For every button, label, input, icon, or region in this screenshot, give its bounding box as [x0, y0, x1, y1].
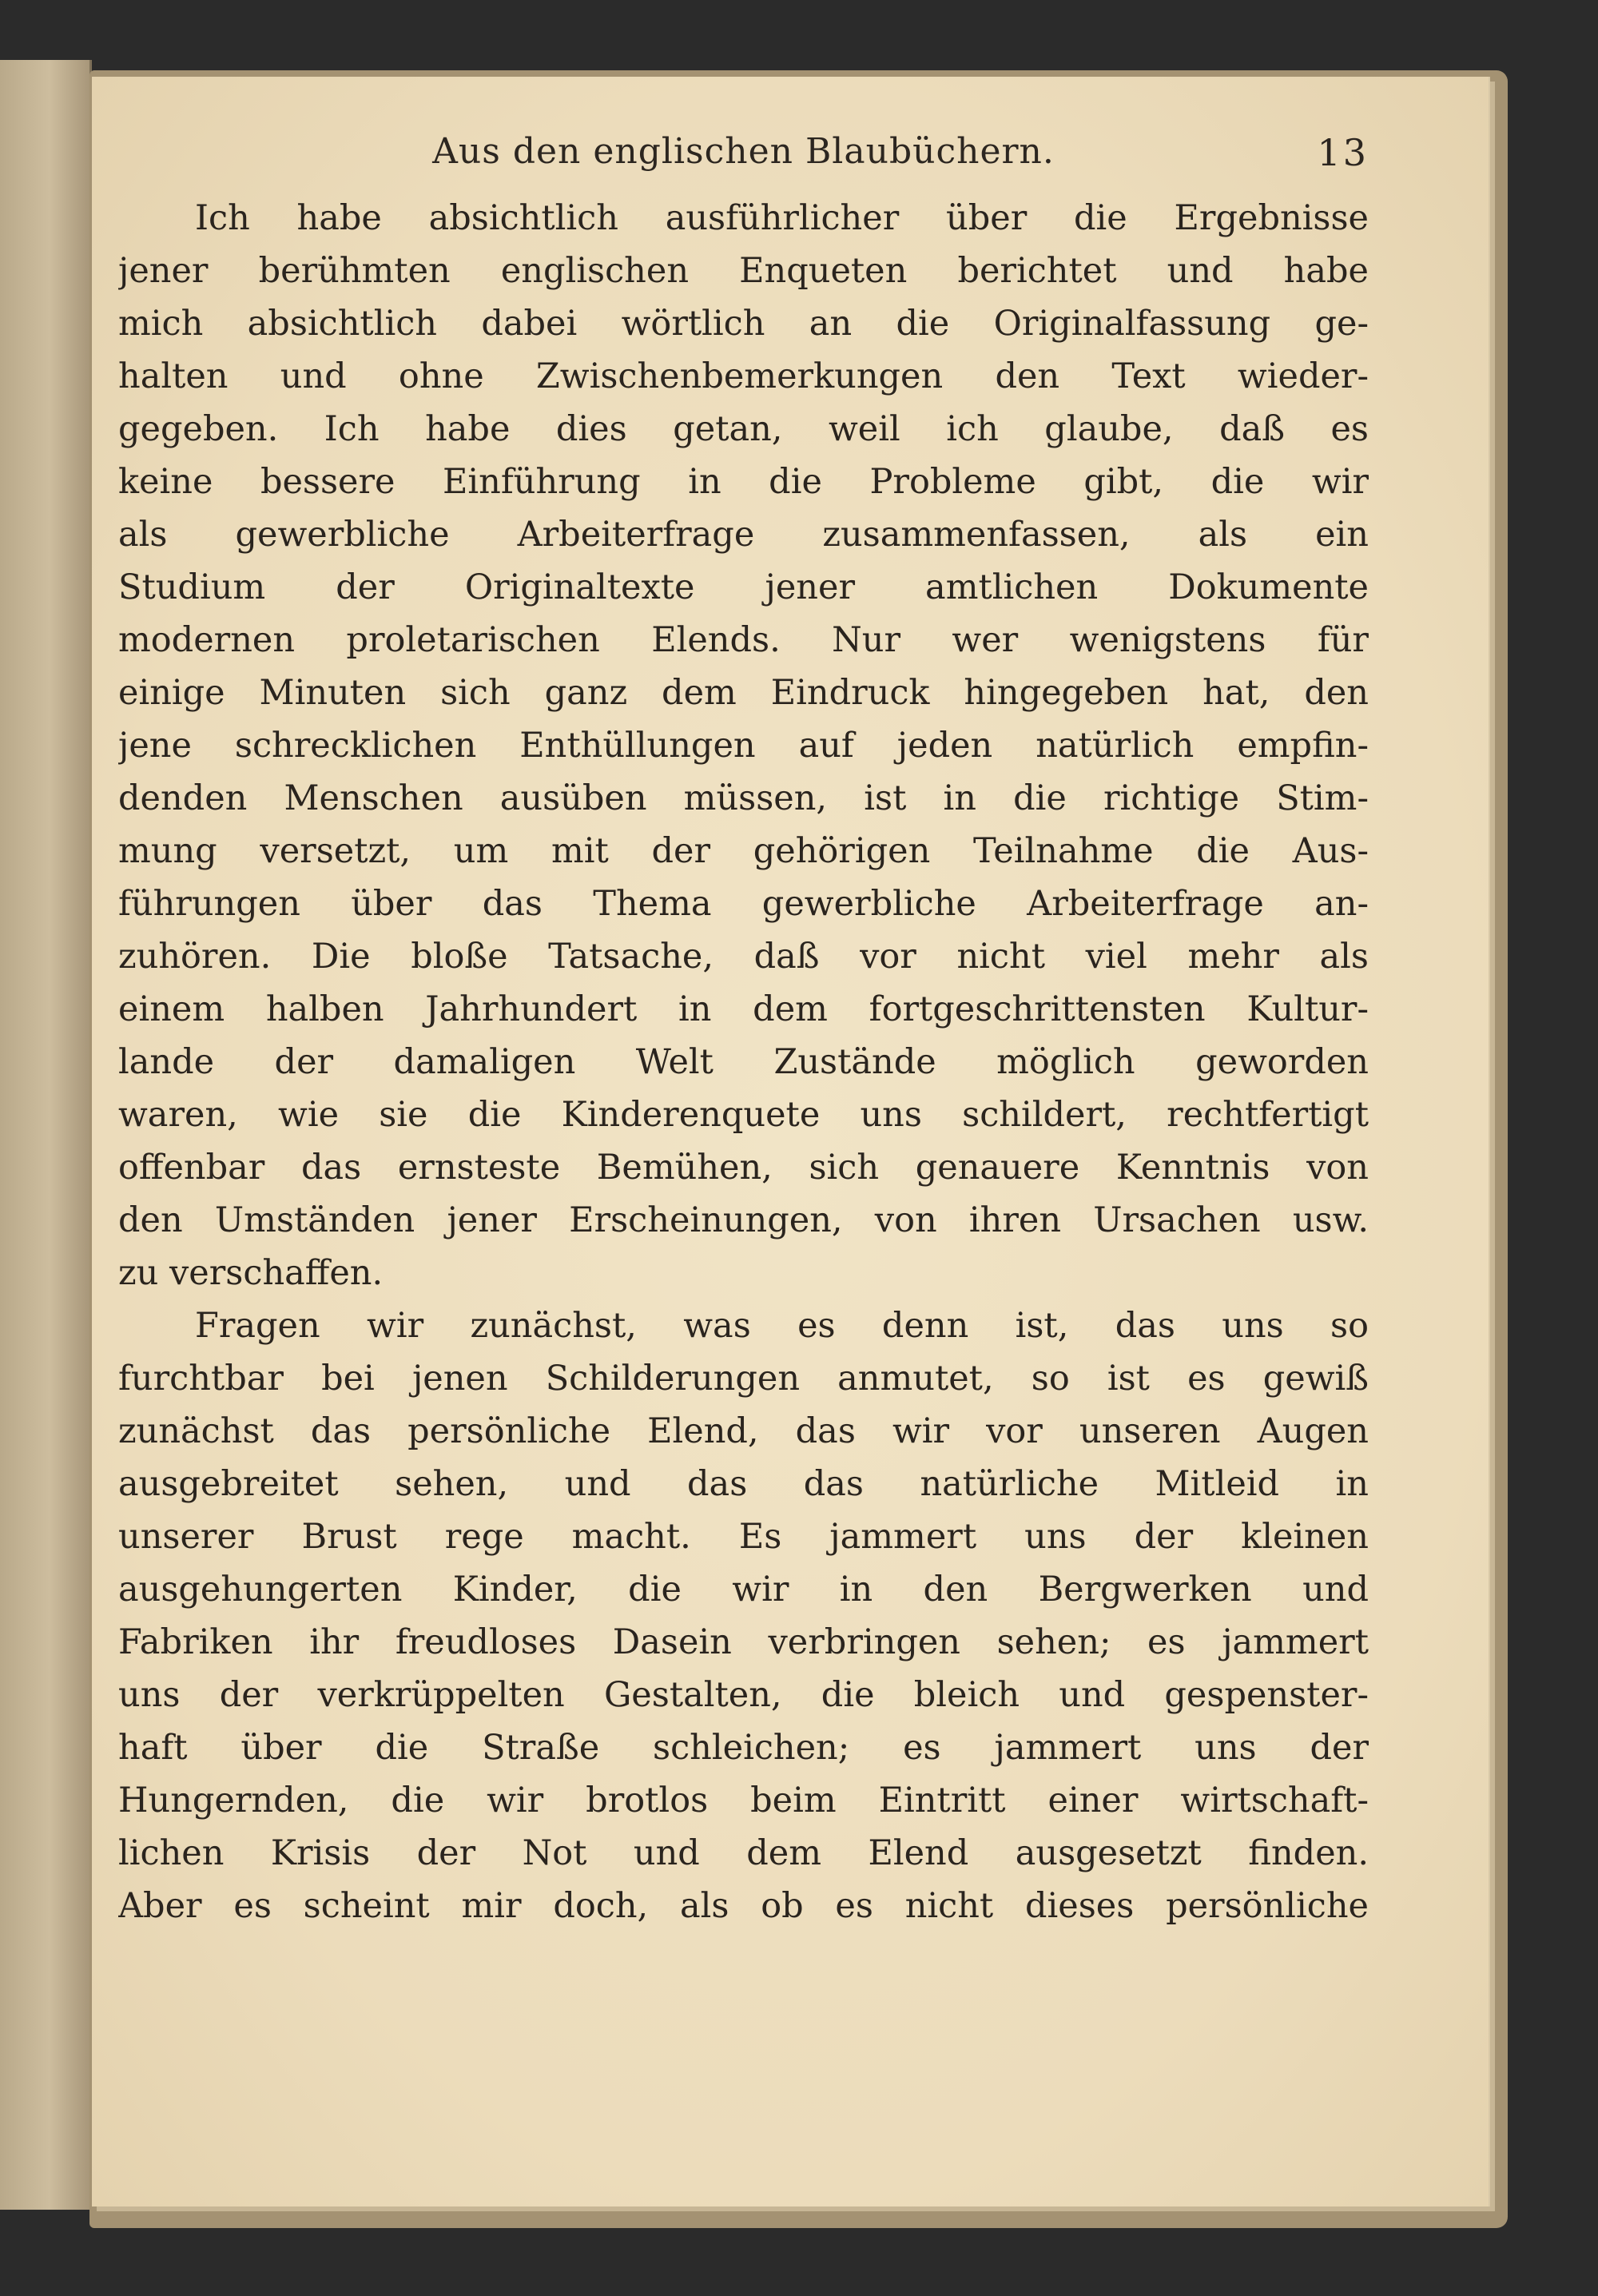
text-line: unserer Brust rege macht. Es jammert uns der kleinen [118, 1517, 1369, 1557]
text-line: lande der damaligen Welt Zustände möglich geworden [118, 1042, 1369, 1082]
page-number: 13 [1317, 131, 1369, 174]
text-line: jene schrecklichen Enthüllungen auf jeden natürlich empfin- [118, 726, 1369, 766]
text-line: jener berühmten englischen Enqueten berichtet und habe [118, 251, 1369, 291]
body-text [118, 192, 1369, 1932]
text-line: gegeben. Ich habe dies getan, weil ich glaube, daß es [118, 409, 1369, 449]
text-line: mich absichtlich dabei wörtlich an die Originalfassung ge- [118, 304, 1369, 344]
text-line: haft über die Straße schleichen; es jammert uns der [118, 1728, 1369, 1768]
text-line: Aber es scheint mir doch, als ob es nicht dieses persönliche [118, 1886, 1369, 1926]
text-line: als gewerbliche Arbeiterfrage zusammenfassen, als ein [118, 515, 1369, 555]
text-line: ausgebreitet sehen, und das das natürliche Mitleid in [118, 1464, 1369, 1504]
text-line: Studium der Originaltexte jener amtlichen Dokumente [118, 567, 1369, 607]
text-line: den Umständen jener Erscheinungen, von ihren Ursachen usw. [118, 1200, 1369, 1240]
text-line: Hungernden, die wir brotlos beim Eintritt einer wirtschaft- [118, 1781, 1369, 1820]
text-line: Ich habe absichtlich ausführlicher über die Ergebnisse [195, 198, 1369, 238]
left-page-edge [0, 60, 92, 2210]
text-line: Fabriken ihr freudloses Dasein verbringen sehen; es jammert [118, 1622, 1369, 1662]
text-line: waren, wie sie die Kinderenquete uns schildert, rechtfertigt [118, 1095, 1369, 1135]
text-line: zu verschaffen. [118, 1253, 384, 1293]
text-line: uns der verkrüppelten Gestalten, die bleich und gespenster- [118, 1675, 1369, 1715]
text-line: denden Menschen ausüben müssen, ist in die richtige Stim- [118, 778, 1369, 818]
running-title: Aus den englischen Blaubüchern. [432, 131, 1055, 172]
text-line: halten und ohne Zwischenbemerkungen den Text wieder- [118, 356, 1369, 396]
text-line: ausgehungerten Kinder, die wir in den Bergwerken und [118, 1570, 1369, 1610]
text-line: einem halben Jahrhundert in dem fortgeschrittensten Kultur- [118, 989, 1369, 1029]
text-line: offenbar das ernsteste Bemühen, sich genauere Kenntnis von [118, 1148, 1369, 1188]
text-line: Fragen wir zunächst, was es denn ist, das uns so [195, 1306, 1369, 1346]
text-line: einige Minuten sich ganz dem Eindruck hingegeben hat, den [118, 673, 1369, 713]
text-line: zuhören. Die bloße Tatsache, daß vor nicht viel mehr als [118, 937, 1369, 977]
text-line: zunächst das persönliche Elend, das wir vor unseren Augen [118, 1411, 1369, 1451]
text-line: furchtbar bei jenen Schilderungen anmutet, so ist es gewiß [118, 1359, 1369, 1399]
text-line: keine bessere Einführung in die Probleme gibt, die wir [118, 462, 1369, 502]
text-line: lichen Krisis der Not und dem Elend ausgesetzt finden. [118, 1833, 1369, 1873]
text-line: mung versetzt, um mit der gehörigen Teilnahme die Aus- [118, 831, 1369, 871]
text-line: modernen proletarischen Elends. Nur wer wenigstens für [118, 620, 1369, 660]
text-line: führungen über das Thema gewerbliche Arbeiterfrage an- [118, 884, 1369, 924]
page-header [118, 131, 1369, 187]
